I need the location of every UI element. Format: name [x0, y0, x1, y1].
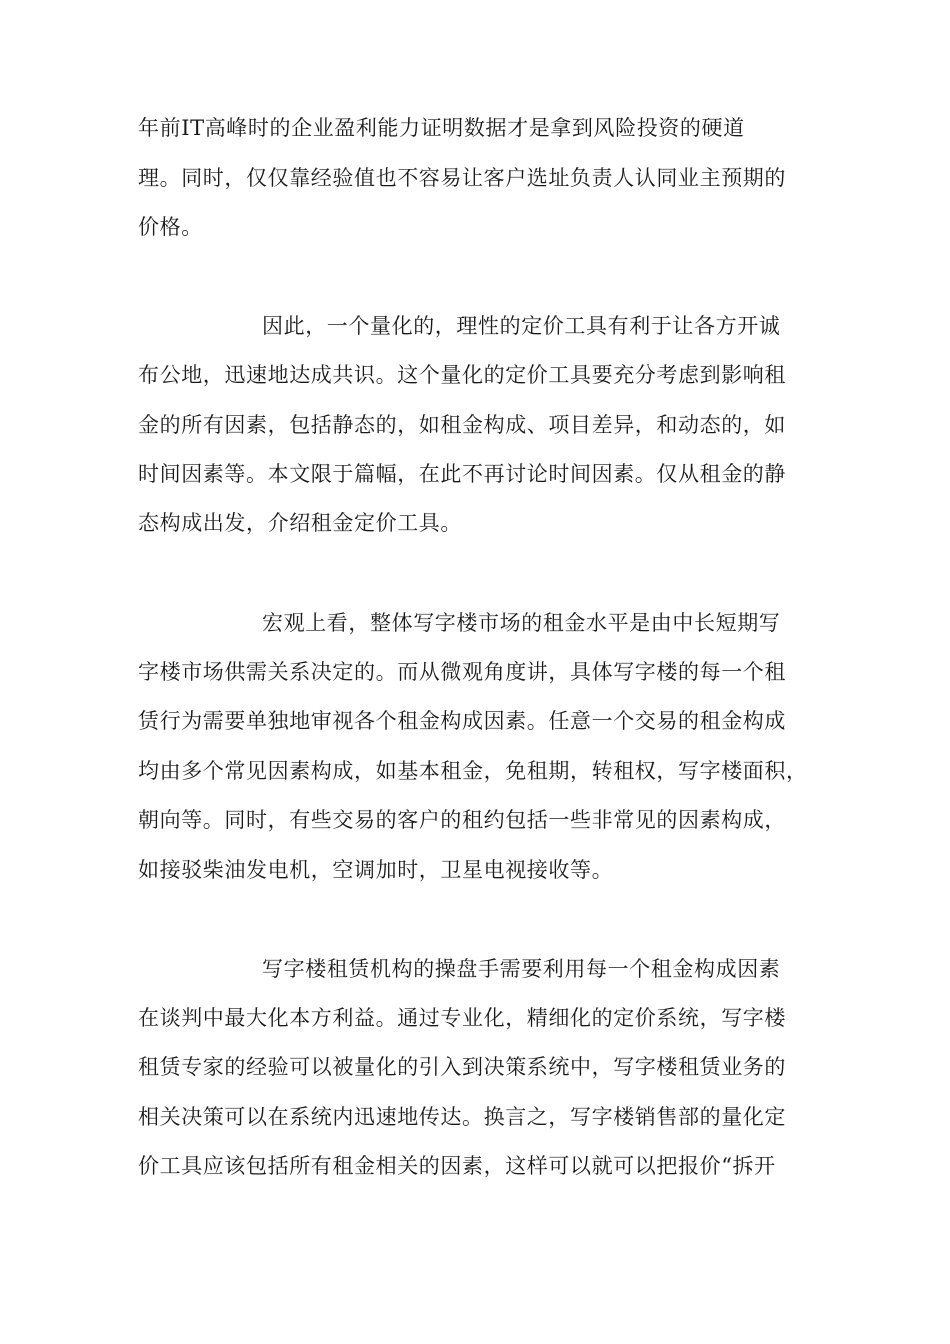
paragraph-3-line-6: 如接驳柴油发电机，空调加时，卫星电视接收等。: [138, 858, 614, 882]
paragraph-4-line-2: 在谈判中最大化本方利益。通过专业化，精细化的定价系统，写字楼: [138, 1006, 786, 1030]
paragraph-3-line-4: 均由多个常见因素构成，如基本租金，免租期，转租权，写字楼面积，: [138, 759, 808, 783]
paragraph-2-line-2: 布公地，迅速地达成共识。这个量化的定价工具要充分考虑到影响租: [138, 363, 786, 387]
paragraph-4-line-1: 写字楼租赁机构的操盘手需要利用每一个租金构成因素: [262, 957, 781, 981]
paragraph-1-line-1: 年前IT高峰时的企业盈利能力证明数据才是拿到风险投资的硬道: [138, 116, 745, 140]
paragraph-3-line-2: 字楼市场供需关系决定的。而从微观角度讲，具体写字楼的每一个租: [138, 660, 786, 684]
paragraph-3-line-1: 宏观上看，整体写字楼市场的租金水平是由中长短期写: [262, 611, 781, 635]
paragraph-2-line-5: 态构成出发，介绍租金定价工具。: [138, 511, 462, 535]
paragraph-2-line-1: 因此，一个量化的，理性的定价工具有利于让各方开诚: [262, 314, 781, 338]
paragraph-4-line-5: 价工具应该包括所有租金相关的因素，这样可以就可以把报价“拆开: [138, 1154, 776, 1178]
paragraph-2-line-3: 金的所有因素，包括静态的，如租金构成、项目差异，和动态的，如: [138, 413, 786, 437]
paragraph-1-line-2: 理。同时，仅仅靠经验值也不容易让客户选址负责人认同业主预期的: [138, 166, 786, 190]
paragraph-4-line-4: 相关决策可以在系统内迅速地传达。换言之，写字楼销售部的量化定: [138, 1105, 786, 1129]
paragraph-4-line-3: 租赁专家的经验可以被量化的引入到决策系统中，写字楼租赁业务的: [138, 1055, 786, 1079]
paragraph-2-line-4: 时间因素等。本文限于篇幅，在此不再讨论时间因素。仅从租金的静: [138, 462, 786, 486]
paragraph-3-line-5: 朝向等。同时，有些交易的客户的租约包括一些非常见的因素构成，: [138, 808, 786, 832]
paragraph-3-line-3: 赁行为需要单独地审视各个租金构成因素。任意一个交易的租金构成: [138, 709, 786, 733]
paragraph-1-line-3: 价格。: [138, 215, 203, 239]
